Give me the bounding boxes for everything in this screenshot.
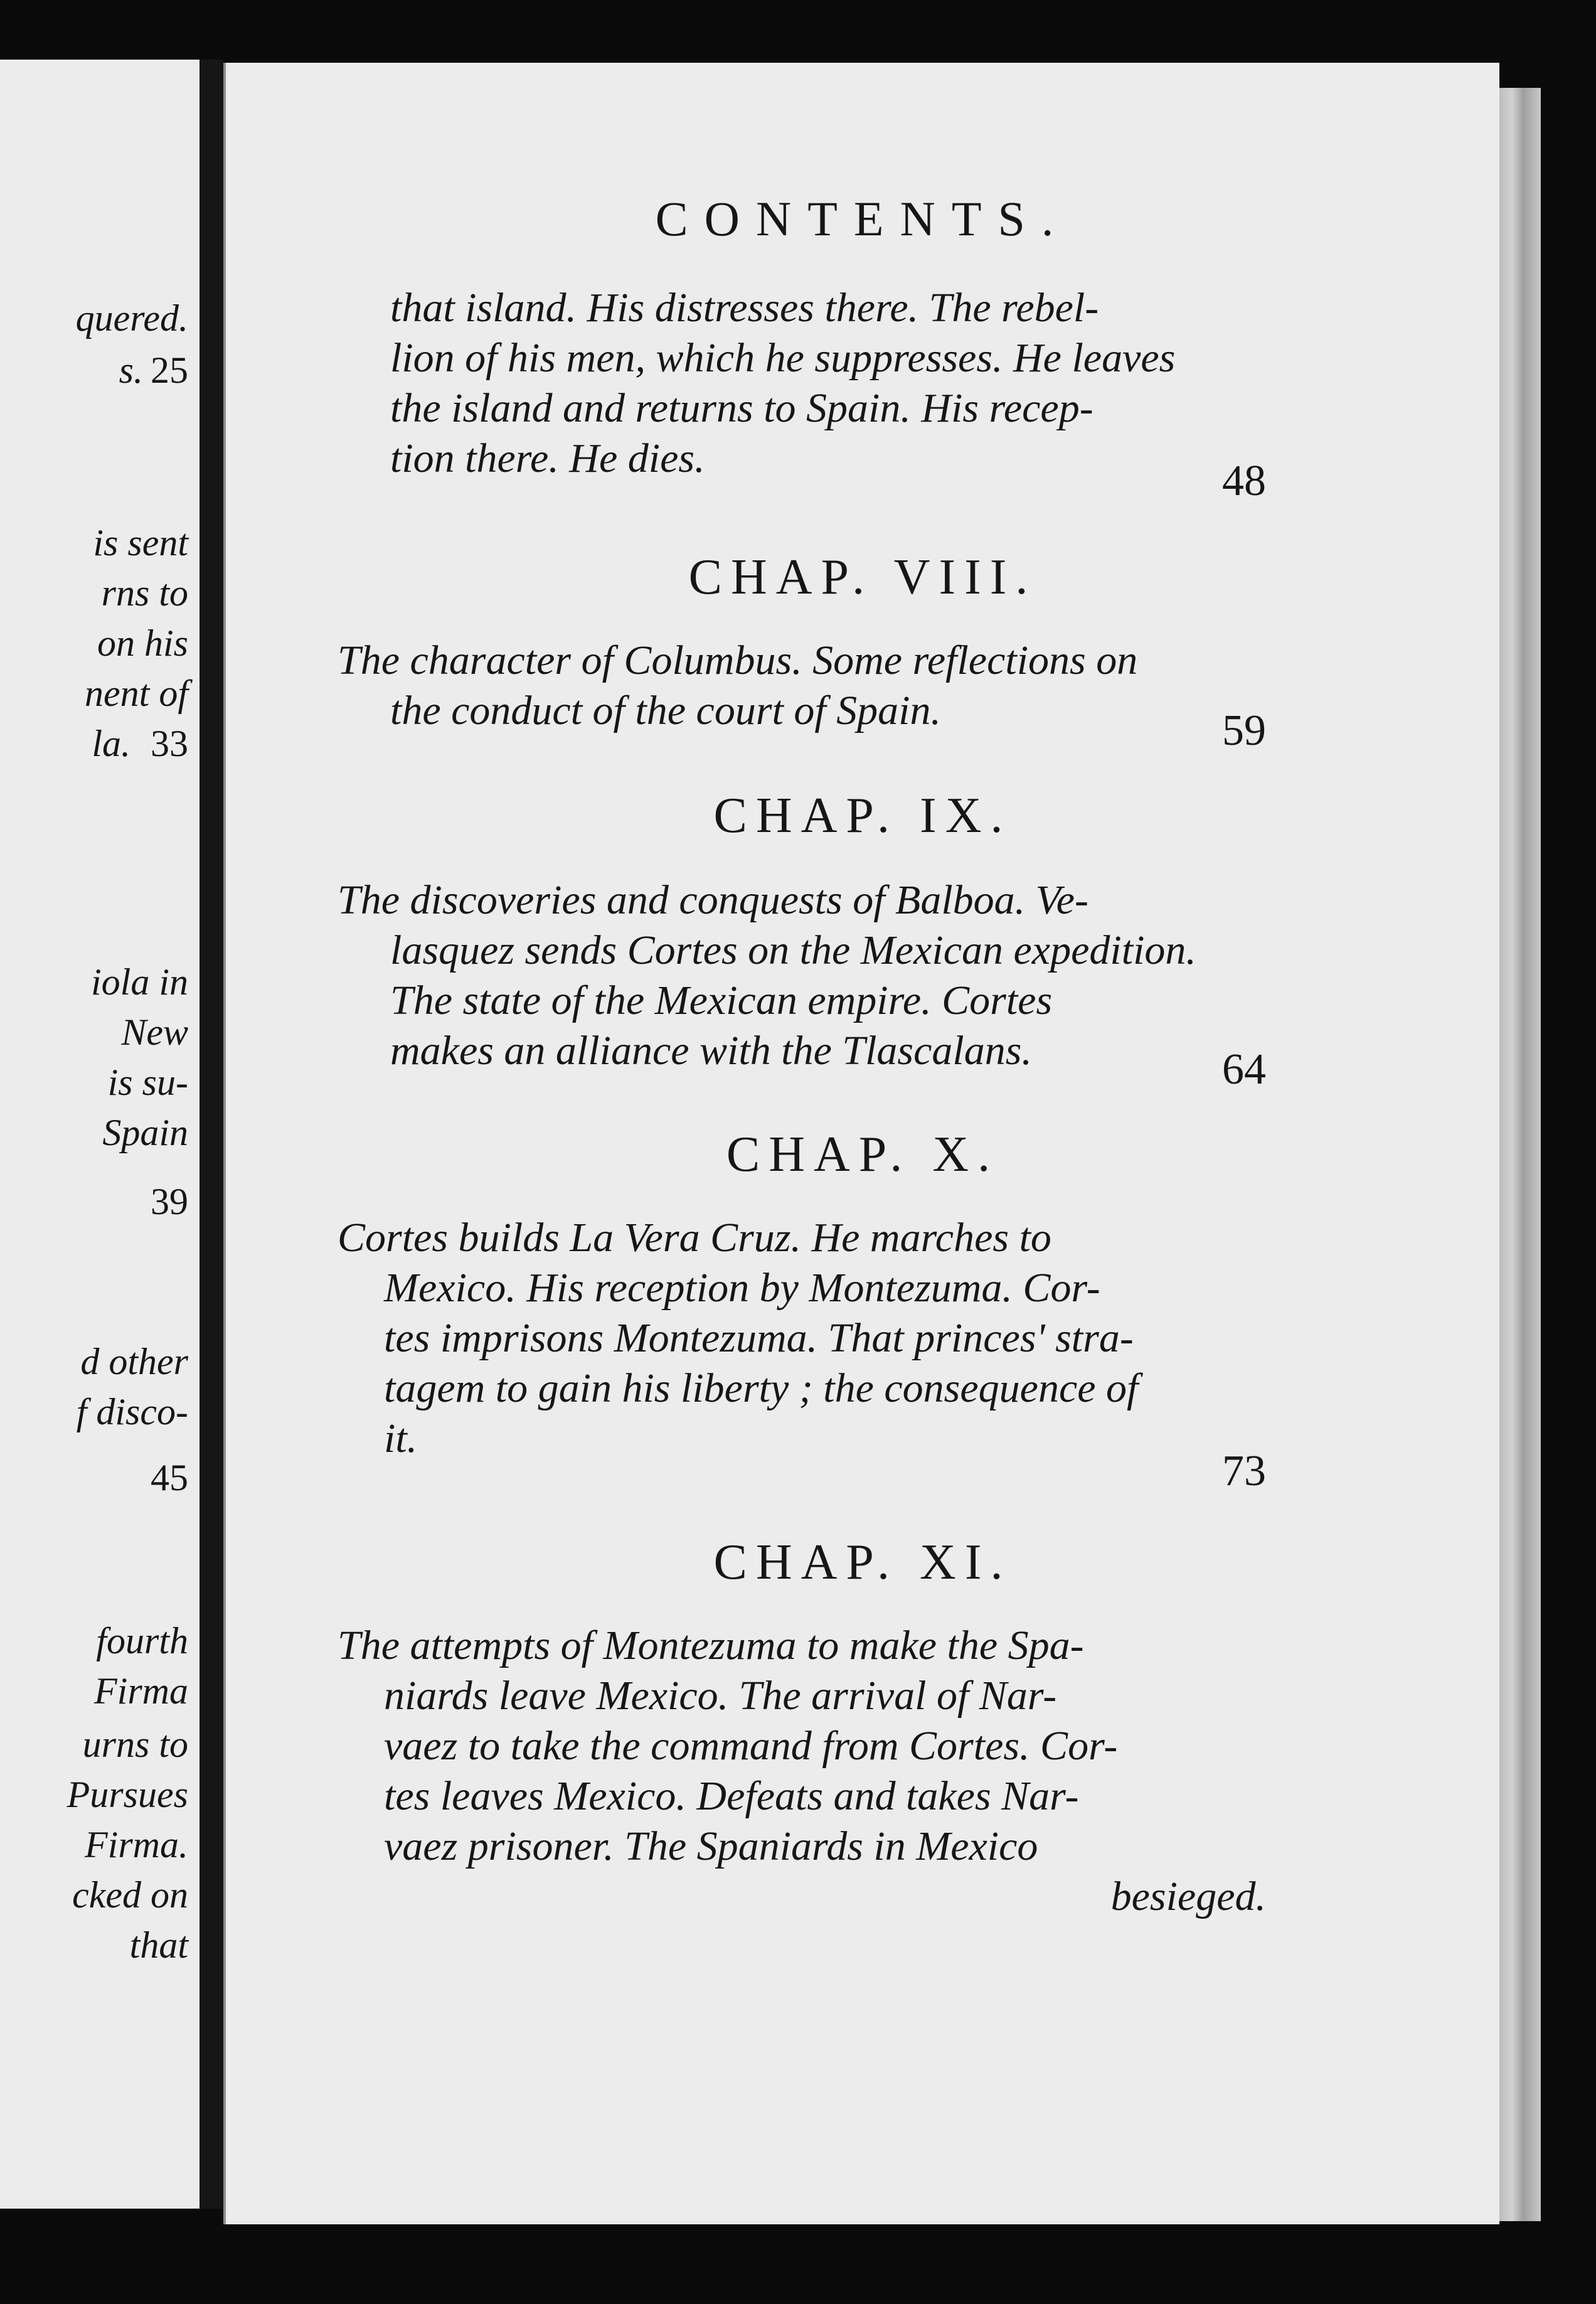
entry-line: tion there. He dies. [390,435,705,481]
facing-line: quered. [75,297,188,339]
entry-line: tes imprisons Montezuma. That princes' stra- [384,1315,1134,1361]
facing-line: s. [119,349,143,391]
chapter-heading: CHAP. XI. [713,1535,1012,1590]
facing-line: urns to [82,1724,188,1765]
facing-line: Spain [102,1112,188,1153]
facing-line: is su- [107,1062,188,1103]
facing-page-number: 39 [151,1181,188,1222]
facing-line: Firma. [85,1824,188,1865]
running-head: CONTENTS. [655,191,1070,246]
facing-line: iola in [90,961,188,1003]
entry-line: lion of his men, which he suppresses. He leaves [390,335,1176,381]
contents-page [223,63,1499,2224]
facing-line: d other [80,1341,188,1382]
entry-line: makes an alliance with the Tlascalans. [390,1028,1032,1074]
facing-page-number: 33 [151,723,188,764]
chapter-heading: CHAP. VIII. [688,550,1037,605]
facing-line: is sent [93,522,188,563]
facing-page-number: 25 [151,349,188,391]
facing-line: Pursues [66,1774,188,1815]
entry-line: The state of the Mexican empire. Cortes [390,978,1053,1023]
page-number: 48 [1222,457,1266,505]
facing-line: f disco- [76,1391,188,1432]
facing-line: rns to [101,572,188,614]
page-edge [1497,88,1541,2221]
facing-line: la. [92,723,130,764]
page-number: 64 [1222,1045,1266,1094]
page-number: 59 [1222,707,1266,755]
chapter-heading: CHAP. X. [726,1127,999,1182]
facing-line: that [129,1924,188,1966]
entry-line: it. [384,1416,418,1461]
facing-line: New [121,1011,188,1053]
entry-line: besieged. [1110,1874,1266,1919]
entry-line: Mexico. His reception by Montezuma. Cor- [384,1265,1100,1311]
entry-line: that island. His distresses there. The rebel- [390,285,1099,331]
entry-line: lasquez sends Cortes on the Mexican expedition. [390,927,1196,973]
entry-line: Cortes builds La Vera Cruz. He marches to [338,1215,1051,1261]
entry-line: The discoveries and conquests of Balboa. Ve- [338,877,1088,923]
facing-page-number: 45 [151,1457,188,1498]
entry-line: The attempts of Montezuma to make the Spa- [338,1623,1084,1668]
facing-line: fourth [96,1620,188,1661]
facing-page [0,60,200,2209]
facing-line: Firma [94,1670,188,1712]
entry-line: tagem to gain his liberty ; the consequence of [384,1365,1139,1411]
entry-line: The character of Columbus. Some reflections on [338,637,1138,683]
entry-line: vaez to take the command from Cortes. Cor- [384,1723,1118,1769]
facing-line: nent of [85,673,188,714]
book-gutter [200,60,223,2209]
entry-line: the island and returns to Spain. His recep- [390,385,1093,431]
entry-line: the conduct of the court of Spain. [390,688,942,733]
entry-line: vaez prisoner. The Spaniards in Mexico [384,1823,1038,1869]
facing-line: cked on [72,1874,188,1916]
chapter-heading: CHAP. IX. [713,788,1012,843]
facing-line: on his [97,622,188,664]
entry-line: tes leaves Mexico. Defeats and takes Nar- [384,1773,1079,1819]
entry-line: niards leave Mexico. The arrival of Nar- [384,1673,1057,1719]
page-number: 73 [1222,1447,1266,1495]
